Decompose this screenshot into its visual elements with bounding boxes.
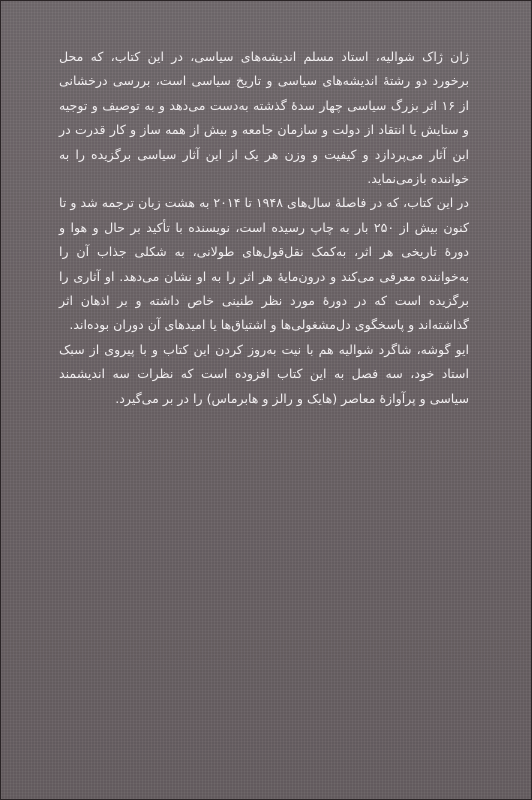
blurb-text-block [59,45,469,411]
blurb-paragraph-3: ایو گوشه، شاگرد شوالیه هم با نیت به‌روز کردن این کتاب و با پیروی از سبک استاد خود، سه فصل به این کتاب افزوده است که نظرات سه اندیشمند سیاسی و پرآوازهٔ معاصر (هایک و رالز و هابرماس) را در بر می‌گیرد. [59,341,469,406]
blurb-paragraph-2: در این کتاب، که در فاصلهٔ سال‌های ۱۹۴۸ تا ۲۰۱۴ به هشت زبان ترجمه شد و تا کنون بیش از ۲۵۰ بار به چاپ رسیده است، نویسنده با تأکید بر حال و هوا و دورهٔ تاریخی هر اثر، به‌کمک نقل‌قول‌های طولانی، به شکلی جذاب آن را به‌خواننده معرفی می‌کند و درون‌مایهٔ هر اثر را به او نشان می‌دهد. او آثاری را برگزیده است که در دورهٔ مورد نظر طنینی خاص داشته و بر اذهان اثر گذاشته‌اند و پاسخگوی دل‌مشغولی‌ها و اشتیاق‌ها یا امیدهای آن دوران بوده‌اند. [59,195,469,333]
blurb-paragraph-1: ژان ژاک شوالیه، استاد مسلم اندیشه‌های سیاسی، در این کتاب، که محل برخورد دو رشتهٔ اندیشه‌های سیاسی و تاریخ سیاسی است، بررسی درخشانی از ۱۶ اثر بزرگ سیاسی چهار سدهٔ گذشته به‌دست می‌دهد و به توصیف و توجیه و ستایش یا انتقاد از دولت و سازمان جامعه و بیش از همه ساز و کار قدرت در این آثار می‌پردازد و کیفیت و وزن هر یک از این آثار سیاسی برگزیده را به خواننده بازمی‌نماید. [59,49,469,187]
